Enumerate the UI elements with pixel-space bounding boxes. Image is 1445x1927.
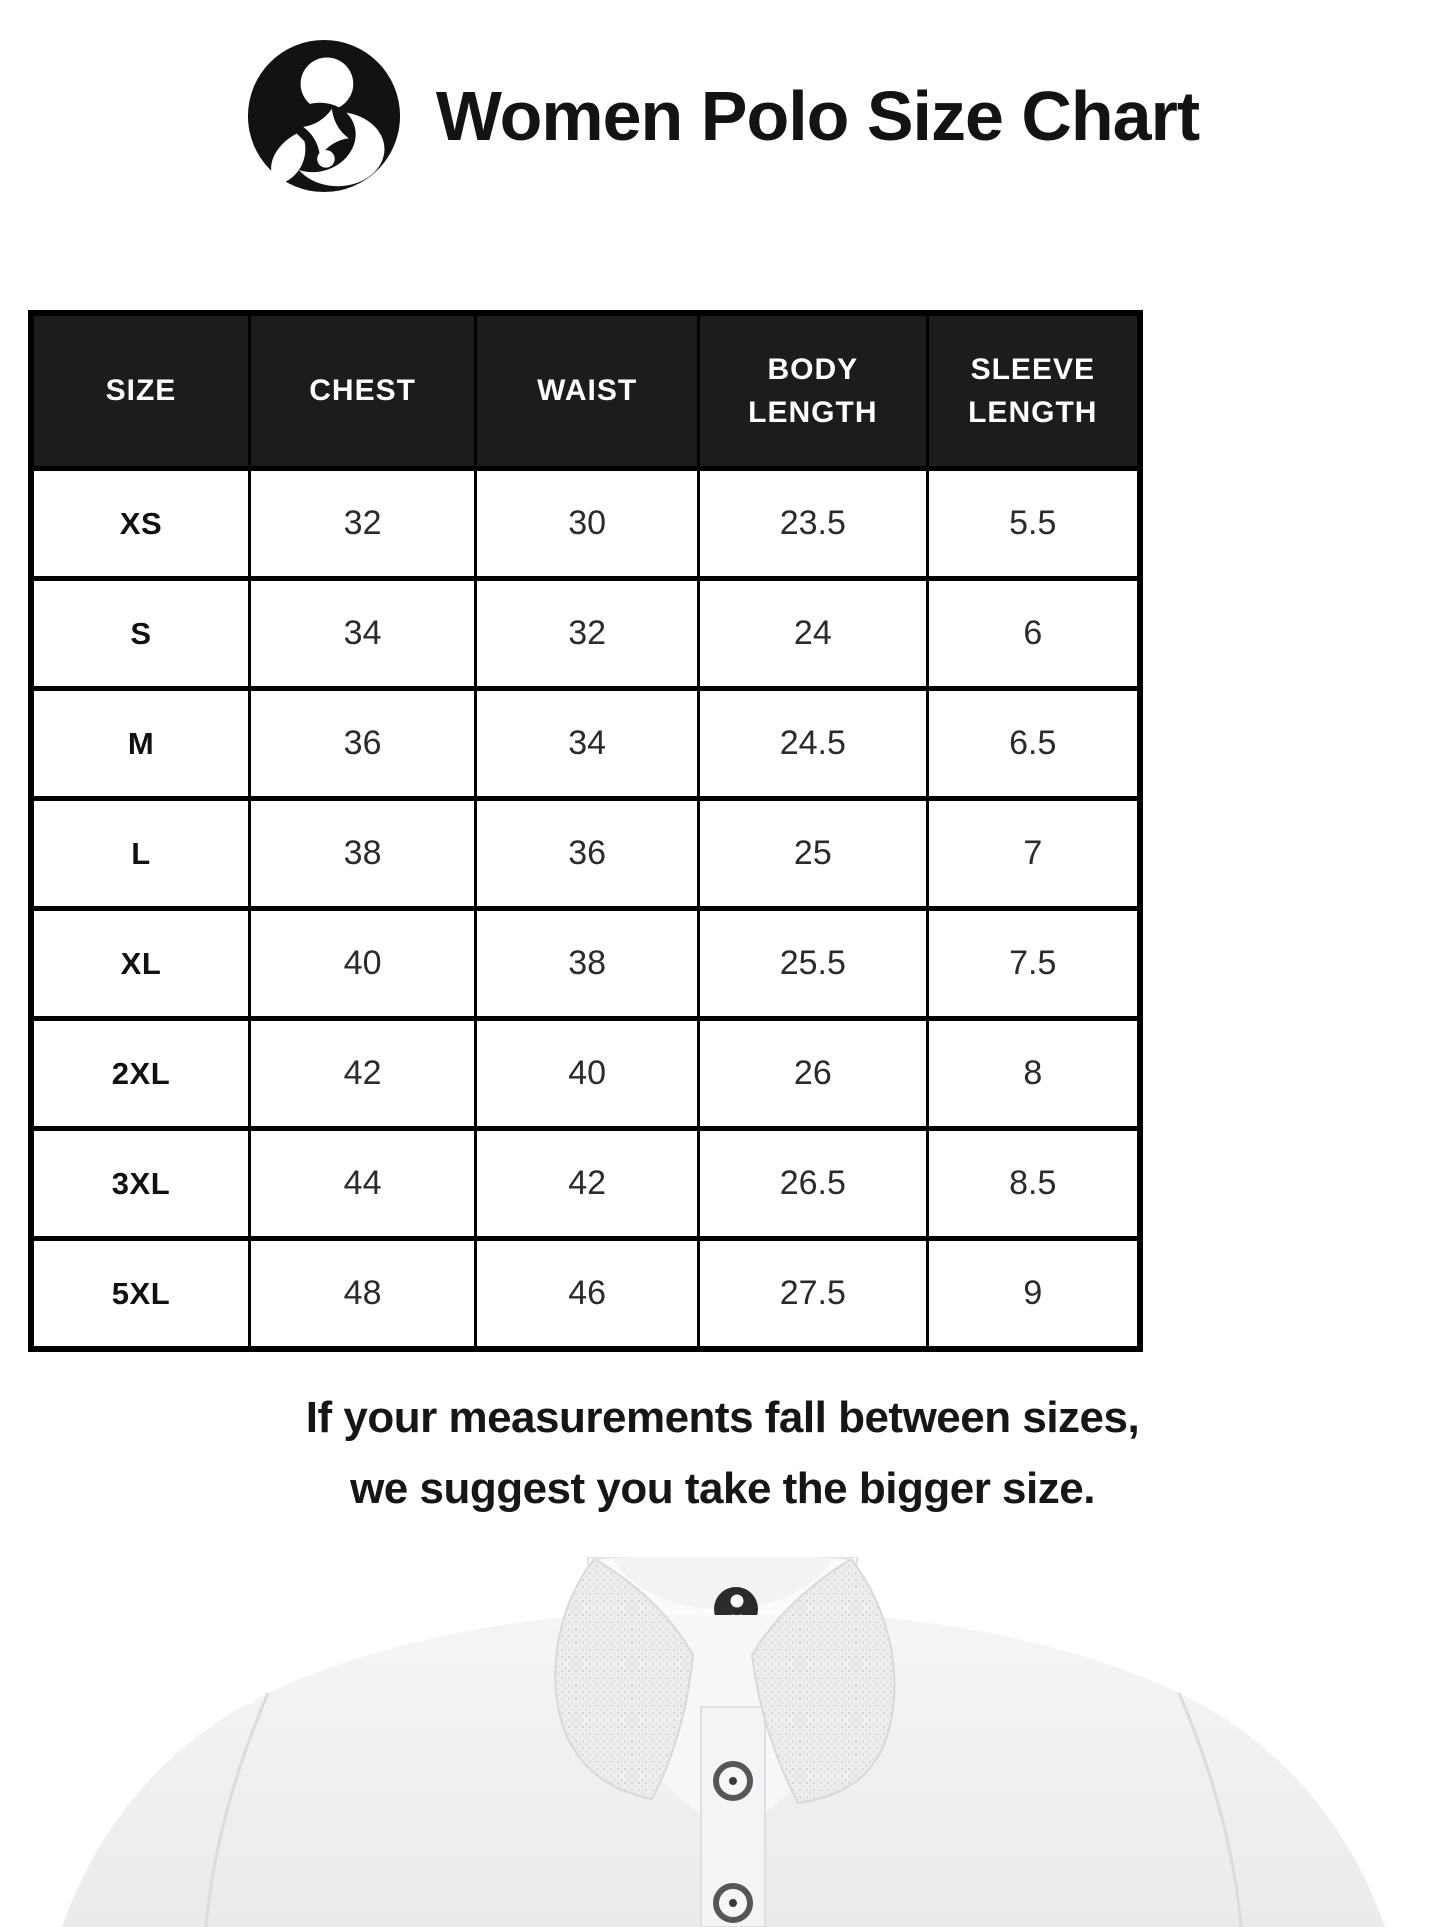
- chest-cell: 40: [249, 909, 475, 1019]
- body-length-cell: 24.5: [699, 689, 927, 799]
- table-row-s: [31, 579, 1140, 689]
- waist-cell: 32: [476, 579, 699, 689]
- size-cell: 2XL: [31, 1019, 249, 1129]
- sleeve-length-cell: 6: [927, 579, 1140, 689]
- sleeve-length-cell: 5.5: [927, 469, 1140, 579]
- body-length-cell: 26.5: [699, 1129, 927, 1239]
- waist-cell: 30: [476, 469, 699, 579]
- button-bottom: [716, 1886, 750, 1920]
- waist-cell: 36: [476, 799, 699, 909]
- column-header-sleeve-length: SLEEVE LENGTH: [927, 313, 1140, 469]
- table-header-row: [31, 313, 1140, 469]
- size-cell: XS: [31, 469, 249, 579]
- size-chart-table-wrap: [28, 310, 1143, 1352]
- column-header-size: SIZE: [31, 313, 249, 469]
- body-length-cell: 24: [699, 579, 927, 689]
- waist-cell: 46: [476, 1239, 699, 1350]
- table-row-l: [31, 799, 1140, 909]
- sleeve-length-cell: 8.5: [927, 1129, 1140, 1239]
- table-row-2xl: [31, 1019, 1140, 1129]
- waist-cell: 40: [476, 1019, 699, 1129]
- size-cell: S: [31, 579, 249, 689]
- sleeve-length-cell: 7: [927, 799, 1140, 909]
- column-header-chest: CHEST: [249, 313, 475, 469]
- body-length-cell: 25: [699, 799, 927, 909]
- chest-cell: 32: [249, 469, 475, 579]
- size-cell: XL: [31, 909, 249, 1019]
- size-cell: 3XL: [31, 1129, 249, 1239]
- body-length-cell: 25.5: [699, 909, 927, 1019]
- chest-cell: 48: [249, 1239, 475, 1350]
- sleeve-length-cell: 9: [927, 1239, 1140, 1350]
- body-length-cell: 26: [699, 1019, 927, 1129]
- polo-shirt-photo: [0, 1557, 1445, 1927]
- size-cell: M: [31, 689, 249, 799]
- size-cell: 5XL: [31, 1239, 249, 1350]
- size-cell: L: [31, 799, 249, 909]
- sleeve-length-cell: 7.5: [927, 909, 1140, 1019]
- sleeve-length-cell: 6.5: [927, 689, 1140, 799]
- fit-note-line-2: we suggest you take the bigger size.: [350, 1464, 1095, 1514]
- chest-cell: 38: [249, 799, 475, 909]
- button-top: [716, 1764, 750, 1798]
- table-row-xl: [31, 909, 1140, 1019]
- table-row-m: [31, 689, 1140, 799]
- waist-cell: 34: [476, 689, 699, 799]
- column-header-body-length: BODY LENGTH: [699, 313, 927, 469]
- table-row-xs: [31, 469, 1140, 579]
- sleeve-length-cell: 8: [927, 1019, 1140, 1129]
- body-length-cell: 23.5: [699, 469, 927, 579]
- table-row-5xl: [31, 1239, 1140, 1350]
- brand-header: [0, 38, 1445, 194]
- brand-logo-icon: [246, 38, 402, 194]
- table-row-3xl: [31, 1129, 1140, 1239]
- fit-note: [0, 1382, 1445, 1525]
- page-title: Women Polo Size Chart: [435, 77, 1200, 155]
- body-length-cell: 27.5: [699, 1239, 927, 1350]
- column-header-waist: WAIST: [476, 313, 699, 469]
- waist-cell: 38: [476, 909, 699, 1019]
- size-chart-table: [28, 310, 1143, 1352]
- fit-note-line-1: If your measurements fall between sizes,: [305, 1393, 1140, 1442]
- chest-cell: 36: [249, 689, 475, 799]
- chest-cell: 42: [249, 1019, 475, 1129]
- chest-cell: 34: [249, 579, 475, 689]
- chest-cell: 44: [249, 1129, 475, 1239]
- waist-cell: 42: [476, 1129, 699, 1239]
